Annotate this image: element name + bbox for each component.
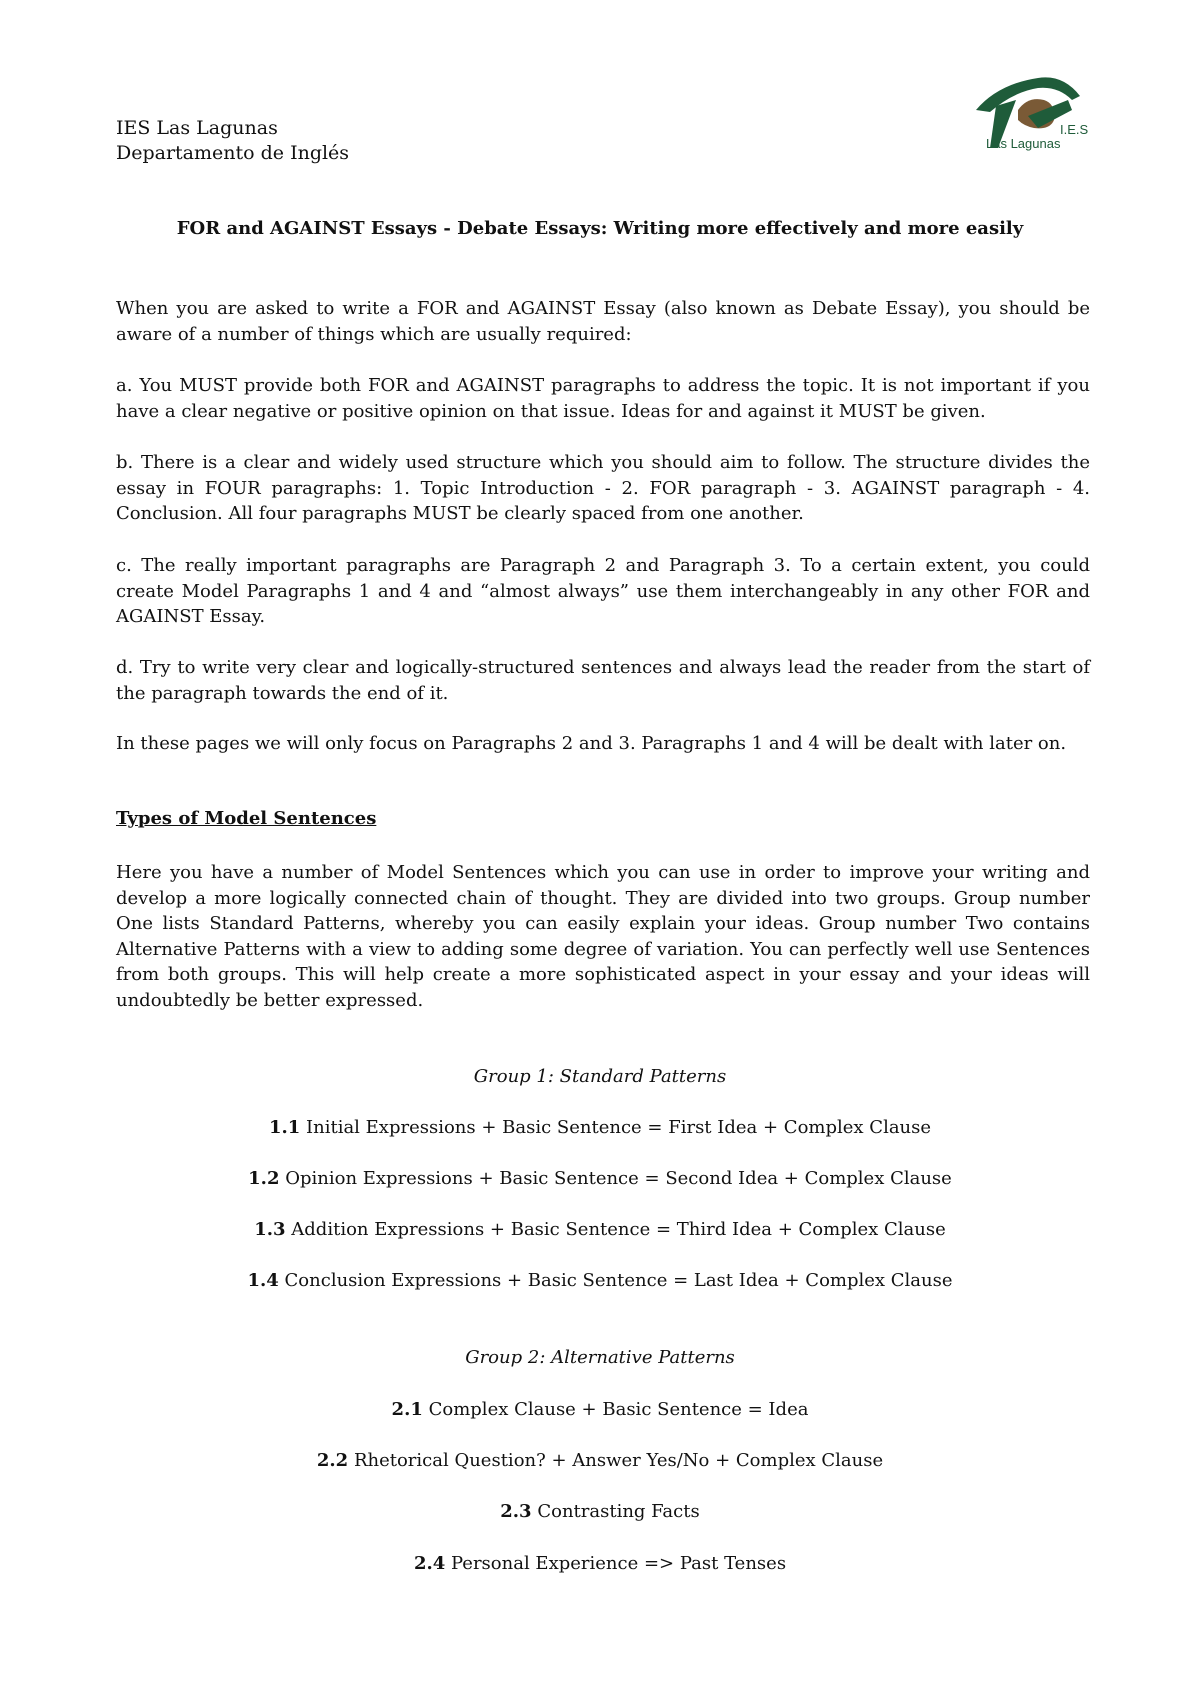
pattern-text: Contrasting Facts [537, 1501, 700, 1522]
school-name: IES Las Lagunas [116, 117, 278, 139]
pattern-text: Personal Experience => Past Tenses [451, 1553, 787, 1574]
pattern-2-2 [0, 1450, 1200, 1471]
pattern-1-2 [0, 1168, 1200, 1189]
pattern-text: Rhetorical Question? + Answer Yes/No + Complex Clause [353, 1450, 884, 1471]
pattern-text: Addition Expressions + Basic Sentence = Third Idea + Complex Clause [291, 1219, 946, 1240]
point-c: c. The really important paragraphs are Paragraph 2 and Paragraph 3. To a certain extent, you could create Model Paragraphs 1 and 4 and “almost always” use them interchangeably in any other FOR and AGAINST Essay. [116, 555, 1090, 627]
focus-note: In these pages we will only focus on Paragraphs 2 and 3. Paragraphs 1 and 4 will be dealt with later on. [116, 733, 1067, 754]
pattern-number: 1.1 [268, 1117, 301, 1138]
section-paragraph: Here you have a number of Model Sentences which you can use in order to improve your writing and develop a more logically connected chain of thought. They are divided into two groups. Group number One lists Standard Patterns, whereby you can easily explain your ideas. Group number Two contains Alternative Patterns with a view to adding some degree of variation. You can perfectly well use Sentences from both groups. This will help create a more sophisticated aspect in your essay and your ideas will undoubtedly be better expressed. [116, 862, 1090, 1011]
pattern-2-4 [0, 1553, 1200, 1574]
document-header [116, 116, 349, 166]
pattern-number: 2.1 [391, 1399, 423, 1420]
point-a: a. You MUST provide both FOR and AGAINST paragraphs to address the topic. It is not important if you have a clear negative or positive opinion on that issue. Ideas for and against it MUST be given. [116, 375, 1090, 422]
pattern-number: 1.4 [247, 1270, 279, 1291]
pattern-number: 2.4 [413, 1553, 446, 1574]
pattern-1-1 [0, 1117, 1200, 1138]
section-heading: Types of Model Sentences [116, 808, 377, 829]
logo-text-ies: I.E.S [1060, 122, 1089, 137]
point-b: b. There is a clear and widely used structure which you should aim to follow. The structure divides the essay in FOUR paragraphs: 1. Topic Introduction - 2. FOR paragraph - 3. AGAINST paragraph - 4. Conclusion. All four paragraphs MUST be clearly spaced from one another. [116, 452, 1090, 524]
pattern-1-3 [0, 1219, 1200, 1240]
document-title: FOR and AGAINST Essays - Debate Essays: Writing more effectively and more easily [176, 218, 1024, 239]
point-d: d. Try to write very clear and logically-structured sentences and always lead the reader from the start of the paragraph towards the end of it. [116, 657, 1090, 704]
pattern-1-4 [0, 1270, 1200, 1291]
pattern-text: Initial Expressions + Basic Sentence = First Idea + Complex Clause [306, 1117, 932, 1138]
pattern-text: Conclusion Expressions + Basic Sentence = Last Idea + Complex Clause [284, 1270, 953, 1291]
intro-paragraph: When you are asked to write a FOR and AGAINST Essay (also known as Debate Essay), you should be aware of a number of things which are usually required: [116, 298, 1090, 345]
pattern-text: Opinion Expressions + Basic Sentence = Second Idea + Complex Clause [285, 1168, 952, 1189]
pattern-2-1 [0, 1399, 1200, 1420]
pattern-2-3 [0, 1501, 1200, 1522]
pattern-number: 2.3 [500, 1501, 532, 1522]
logo-text-laslagunas: Las Lagunas [986, 136, 1061, 151]
pattern-number: 1.2 [248, 1168, 280, 1189]
group2-title: Group 2: Alternative Patterns [465, 1347, 735, 1368]
pattern-text: Complex Clause + Basic Sentence = Idea [428, 1399, 809, 1420]
pattern-number: 1.3 [254, 1219, 286, 1240]
pattern-number: 2.2 [316, 1450, 349, 1471]
group1-title: Group 1: Standard Patterns [473, 1066, 727, 1087]
department-name: Departamento de Inglés [116, 142, 350, 164]
school-logo [968, 70, 1092, 158]
